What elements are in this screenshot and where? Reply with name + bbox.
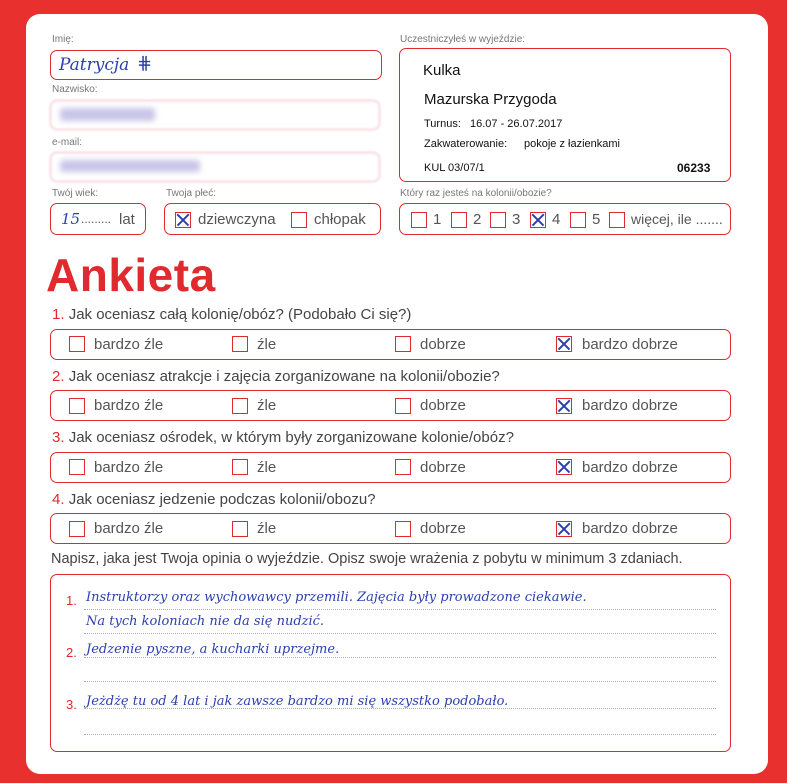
times-option-2: 2 (473, 211, 482, 228)
q2-checkbox-bardzo-dobrze[interactable] (556, 398, 572, 414)
q3-option-zle: źle (257, 459, 277, 476)
times-option-more: więcej, ile ....... (631, 211, 723, 227)
ruled-line (84, 633, 716, 634)
ruled-line (84, 681, 716, 682)
q4-option-bardzo-zle: bardzo źle (94, 520, 164, 537)
q4-option-bardzo-dobrze: bardzo dobrze (582, 520, 678, 537)
opinion-prompt: Napisz, jaka jest Twoja opinia o wyjeździe. Opisz swoje wrażenia z pobytu w minimum 3 zdaniach. (51, 551, 683, 567)
q2-checkbox-dobrze[interactable] (395, 398, 411, 414)
gender-label: Twoja płeć: (166, 188, 217, 199)
question-1-number: 1. (52, 306, 65, 323)
q4-checkbox-bardzo-dobrze[interactable] (556, 521, 572, 537)
times-checkbox-2[interactable] (451, 212, 467, 228)
surname-label: Nazwisko: (52, 84, 98, 95)
ruled-line (84, 609, 716, 610)
trip-label: Uczestniczyłeś w wyjeździe: (400, 34, 526, 45)
times-checkbox-more[interactable] (609, 212, 625, 228)
q3-checkbox-dobrze[interactable] (395, 459, 411, 475)
trip-accommodation-value: pokoje z łazienkami (524, 138, 620, 150)
age-label: Twój wiek: (52, 188, 99, 199)
q4-checkbox-bardzo-zle[interactable] (69, 521, 85, 537)
q2-option-zle: źle (257, 397, 277, 414)
q2-checkbox-bardzo-zle[interactable] (69, 398, 85, 414)
question-4-text: Jak oceniasz jedzenie podczas kolonii/obozu? (68, 491, 376, 508)
q1-option-bardzo-dobrze: bardzo dobrze (582, 336, 678, 353)
signature-mark: ⋕ (137, 53, 153, 74)
times-label: Który raz jesteś na kolonii/obozie? (400, 188, 552, 199)
q3-checkbox-bardzo-dobrze[interactable] (556, 459, 572, 475)
question-4-number: 4. (52, 491, 65, 508)
q3-option-bardzo-zle: bardzo źle (94, 459, 164, 476)
age-field[interactable] (50, 203, 146, 235)
ruled-line (84, 657, 716, 658)
times-checkbox-3[interactable] (490, 212, 506, 228)
trip-number: 06233 (677, 161, 711, 175)
times-option-4: 4 (552, 211, 561, 228)
question-3-text: Jak oceniasz ośrodek, w którym były zorganizowane kolonie/obóz? (68, 429, 514, 446)
trip-box (399, 48, 731, 182)
q3-checkbox-bardzo-zle[interactable] (69, 459, 85, 475)
gender-option-girl: dziewczyna (198, 211, 276, 228)
times-checkbox-4[interactable] (530, 212, 546, 228)
q4-option-dobrze: dobrze (420, 520, 466, 537)
email-redacted (60, 160, 200, 172)
answer-2-number: 2. (66, 645, 77, 660)
trip-code: KUL 03/07/1 (424, 162, 485, 174)
gender-checkbox-girl[interactable] (175, 212, 191, 228)
question-1 (52, 306, 411, 323)
answer-1-number: 1. (66, 593, 77, 608)
question-4 (52, 491, 376, 508)
q2-checkbox-zle[interactable] (232, 398, 248, 414)
ruled-line (84, 734, 716, 735)
q2-option-bardzo-dobrze: bardzo dobrze (582, 397, 678, 414)
q3-checkbox-zle[interactable] (232, 459, 248, 475)
trip-name: Mazurska Przygoda (424, 91, 557, 108)
answer-1-line-1: Instruktorzy oraz wychowawcy przemili. Zajęcia były prowadzone ciekawie. (86, 590, 587, 605)
name-label: Imię: (52, 34, 74, 45)
trip-turnus-value: 16.07 - 26.07.2017 (470, 118, 563, 130)
q1-option-dobrze: dobrze (420, 336, 466, 353)
times-option-3: 3 (512, 211, 521, 228)
name-value: Patrycja (59, 55, 130, 75)
q1-option-zle: źle (257, 336, 277, 353)
q2-option-dobrze: dobrze (420, 397, 466, 414)
answer-1-line-2: Na tych koloniach nie da się nudzić. (86, 614, 325, 629)
q2-option-bardzo-zle: bardzo źle (94, 397, 164, 414)
times-checkbox-1[interactable] (411, 212, 427, 228)
gender-checkbox-boy[interactable] (291, 212, 307, 228)
age-dots: ......... (81, 212, 112, 226)
q1-checkbox-dobrze[interactable] (395, 336, 411, 352)
q4-checkbox-zle[interactable] (232, 521, 248, 537)
q1-checkbox-bardzo-zle[interactable] (69, 336, 85, 352)
answer-3-line-1: Jeżdżę tu od 4 lat i jak zawsze bardzo mi się wszystko podobało. (86, 694, 509, 709)
question-2-number: 2. (52, 368, 65, 385)
answer-2-line-1: Jedzenie pyszne, a kucharki uprzejme. (86, 642, 340, 657)
trip-turnus-label: Turnus: (424, 118, 461, 130)
q4-option-zle: źle (257, 520, 277, 537)
q3-option-dobrze: dobrze (420, 459, 466, 476)
question-3 (52, 429, 514, 446)
age-unit: lat (119, 211, 135, 228)
q1-option-bardzo-zle: bardzo źle (94, 336, 164, 353)
survey-title: Ankieta (46, 249, 216, 301)
trip-org: Kulka (423, 62, 461, 79)
name-field[interactable] (50, 50, 382, 80)
q4-checkbox-dobrze[interactable] (395, 521, 411, 537)
question-2-text: Jak oceniasz atrakcje i zajęcia zorganizowane na kolonii/obozie? (68, 368, 500, 385)
q1-checkbox-bardzo-dobrze[interactable] (556, 336, 572, 352)
trip-accommodation-label: Zakwaterowanie: (424, 138, 508, 150)
times-option-5: 5 (592, 211, 601, 228)
times-option-1: 1 (433, 211, 442, 228)
email-label: e-mail: (52, 137, 83, 148)
answer-3-number: 3. (66, 697, 77, 712)
times-checkbox-5[interactable] (570, 212, 586, 228)
gender-option-boy: chłopak (314, 211, 366, 228)
question-3-number: 3. (52, 429, 65, 446)
q3-option-bardzo-dobrze: bardzo dobrze (582, 459, 678, 476)
surname-redacted (60, 108, 155, 121)
question-1-text: Jak oceniasz całą kolonię/obóz? (Podobało Ci się?) (68, 306, 412, 323)
question-2 (52, 368, 500, 385)
q1-checkbox-zle[interactable] (232, 336, 248, 352)
age-value: 15 (61, 210, 81, 228)
